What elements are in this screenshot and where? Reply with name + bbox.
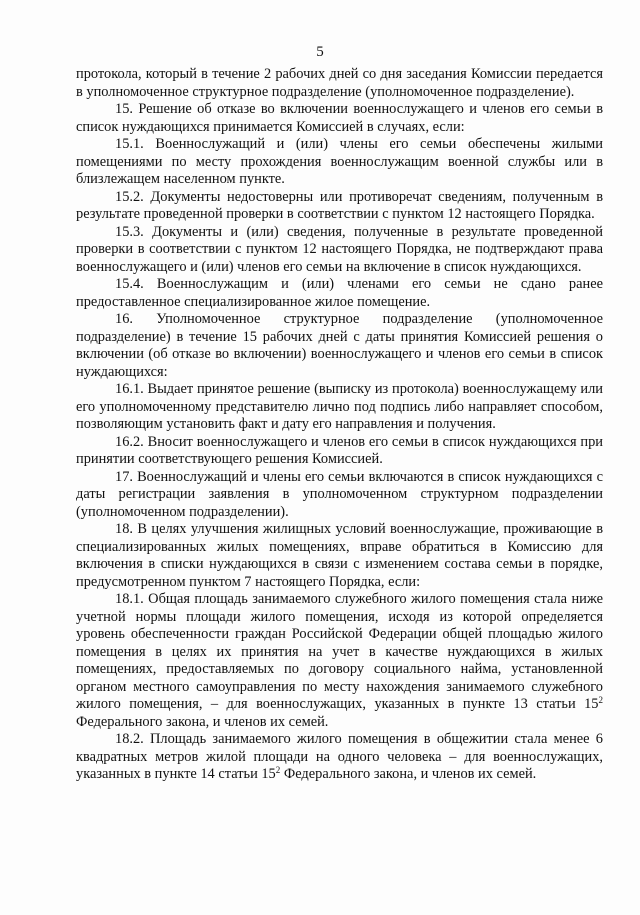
paragraph-18-2 bbox=[76, 731, 603, 784]
paragraph-17: 17. Военнослужащий и члены его семьи включаются в список нуждающихся с даты регистрации заявления в уполномоченном структурном подразделении (уполномоченном подразделении). bbox=[76, 468, 603, 520]
paragraph-15-3: 15.3. Документы и (или) сведения, полученные в результате проведенной проверки в соответствии с пунктом 12 настоящего Порядка, не подтверждают права военнослужащего и (или) членов его семьи на включение в список нуждающихся. bbox=[76, 223, 603, 275]
paragraph-18-2-text: 18.2. Площадь занимаемого жилого помещения в общежитии стала менее 6 квадратных метров жилой площади на одного человека – для военнослужащих, указанных в пункте 14 статьи 15 bbox=[76, 731, 603, 782]
paragraph-18-1-tail: Федерального закона, и членов их семей. bbox=[76, 713, 329, 730]
document-body bbox=[76, 66, 603, 784]
page-number: 5 bbox=[316, 44, 324, 60]
paragraph-15-4: 15.4. Военнослужащим и (или) членами его семьи не сдано ранее предоставленное специализированное жилое помещение. bbox=[76, 276, 603, 310]
paragraph-15-2: 15.2. Документы недостоверны или противоречат сведениям, полученным в результате проведенной проверки в соответствии с пунктом 12 настоящего Порядка. bbox=[76, 188, 603, 222]
paragraph-16: 16. Уполномоченное структурное подразделение (уполномоченное подразделение) в течение 15 рабочих дней с даты принятия Комиссией решения о включении (об отказе во включении) военнослужащего и членов его семьи в список нуждающихся: bbox=[76, 311, 603, 380]
paragraph-16-1: 16.1. Выдает принятое решение (выписку из протокола) военнослужащему или его уполномоченному представителю лично под подпись либо направляет способом, позволяющим установить факт и дату его направления и получения. bbox=[76, 381, 603, 432]
paragraph-18-1 bbox=[76, 591, 603, 731]
paragraph-16-2: 16.2. Вносит военнослужащего и членов его семьи в список нуждающихся при принятии соответствующего решения Комиссией. bbox=[76, 433, 603, 467]
paragraph-18-1-text: 18.1. Общая площадь занимаемого служебного жилого помещения стала ниже учетной нормы площади жилого помещения, исходя из которой определяется уровень обеспеченности граждан Российской Федерации общей площадью жилого помещения в целях их принятия на учет в качестве нуждающихся в жилых помещениях, предоставляемых по договору социального найма, установленной органом местного самоуправления по месту нахождения занимаемого служебного жилого помещения, – для военнослужащих, указанных в пункте 13 статьи 15 bbox=[76, 591, 603, 712]
paragraph-15: 15. Решение об отказе во включении военнослужащего и членов его семьи в список нуждающихся принимается Комиссией в случаях, если: bbox=[76, 101, 603, 135]
superscript-2: 2 bbox=[275, 765, 281, 775]
superscript-2: 2 bbox=[598, 695, 603, 705]
paragraph-18: 18. В целях улучшения жилищных условий военнослужащие, проживающие в специализированных жилых помещениях, вправе обратиться в Комиссию для включения в списки нуждающихся в связи с изменением состава семьи в порядке, предусмотренном пунктом 7 настоящего Порядка, если: bbox=[76, 521, 603, 590]
paragraph-15-1: 15.1. Военнослужащий и (или) члены его семьи обеспечены жилыми помещениями по месту прохождения военнослужащим военной службы или в близлежащем населенном пункте. bbox=[76, 136, 603, 187]
paragraph-protocol-continuation: протокола, который в течение 2 рабочих дней со дня заседания Комиссии передается в уполномоченное структурное подразделение (уполномоченное подразделение). bbox=[76, 66, 603, 100]
paragraph-18-2-tail: Федерального закона, и членов их семей. bbox=[280, 766, 537, 782]
